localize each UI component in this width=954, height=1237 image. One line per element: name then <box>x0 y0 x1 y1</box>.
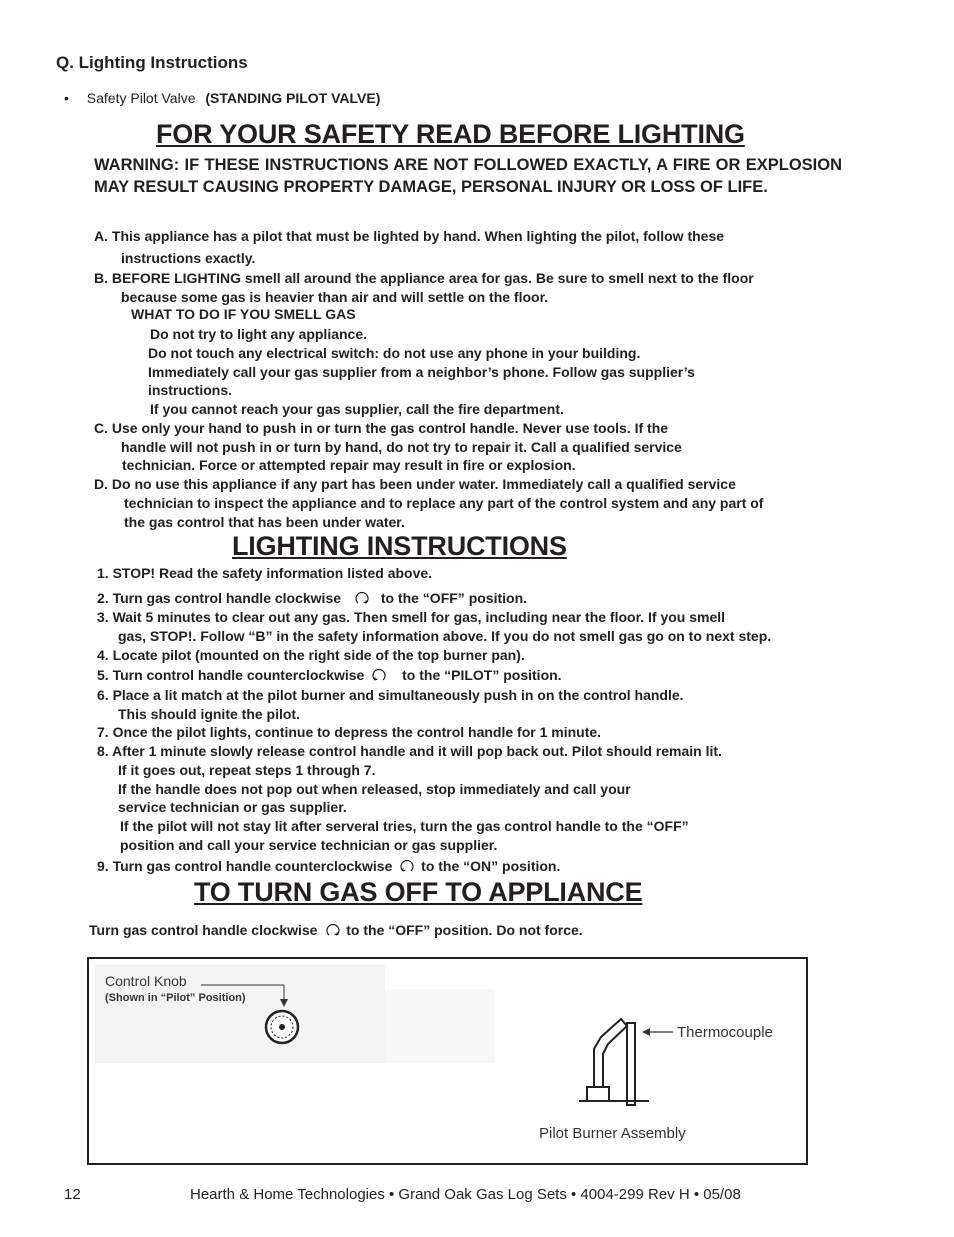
safety-line-a1: A. This appliance has a pilot that must be lighted by hand. When lighting the pilot, follow these <box>94 228 725 244</box>
safety-line-c2: handle will not push in or turn by hand, do not try to repair it. Call a qualified service <box>121 439 682 455</box>
step-8-line-5: If the pilot will not stay lit after serveral tries, turn the gas control handle to the “OFF” <box>120 818 689 834</box>
step-8-line-4: service technician or gas supplier. <box>118 799 347 815</box>
step-9 <box>97 858 560 874</box>
clockwise-arrow-icon <box>353 590 371 606</box>
step-3-line-1: 3. Wait 5 minutes to clear out any gas. Then smell for gas, including near the floor. If you smell <box>97 609 726 625</box>
step-5 <box>97 667 562 683</box>
bullet-item <box>64 90 380 106</box>
step-8-line-1: 8. After 1 minute slowly release control handle and it will pop back out. Pilot should remain lit. <box>97 743 722 759</box>
control-knob-icon <box>266 1011 298 1043</box>
smell-gas-heading: WHAT TO DO IF YOU SMELL GAS <box>131 306 356 322</box>
step-6-line-2: This should ignite the pilot. <box>118 706 300 722</box>
step-1: 1. STOP! Read the safety information listed above. <box>97 565 433 581</box>
step-8-line-6: position and call your service technician or gas supplier. <box>120 837 498 853</box>
bullet-text: Safety Pilot Valve <box>86 90 196 106</box>
bullet-symbol: • <box>64 90 69 106</box>
diagram-drawing <box>89 959 810 1167</box>
step-2 <box>97 590 527 606</box>
safety-line-c1: C. Use only your hand to push in or turn the gas control handle. Never use tools. If the <box>94 420 669 436</box>
page-number: 12 <box>64 1186 81 1203</box>
footer-text: Hearth & Home Technologies • Grand Oak Gas Log Sets • 4004-299 Rev H • 05/08 <box>190 1186 741 1203</box>
smell-gas-step-4: If you cannot reach your gas supplier, call the fire department. <box>150 401 564 417</box>
pilot-diagram <box>87 957 808 1165</box>
step-2-text: 2. Turn gas control handle clockwise <box>97 590 342 606</box>
step-6-line-1: 6. Place a lit match at the pilot burner and simultaneously push in on the control handle. <box>97 687 684 703</box>
smell-gas-step-3b: instructions. <box>148 382 233 398</box>
counterclockwise-arrow-icon <box>398 858 416 874</box>
bullet-bold-text: (STANDING PILOT VALVE) <box>205 90 381 106</box>
gas-off-title: TO TURN GAS OFF TO APPLIANCE <box>194 877 643 907</box>
step-9-text-end: to the “ON” position. <box>421 858 561 874</box>
step-5-text: 5. Turn control handle counterclockwise <box>97 667 365 683</box>
section-heading: Q. Lighting Instructions <box>56 53 248 72</box>
safety-title: FOR YOUR SAFETY READ BEFORE LIGHTING <box>156 119 745 149</box>
clockwise-arrow-icon <box>324 922 342 938</box>
smell-gas-step-3: Immediately call your gas supplier from a neighbor’s phone. Follow gas supplier’s <box>148 364 695 380</box>
step-9-text: 9. Turn gas control handle counterclockwise <box>97 858 393 874</box>
safety-line-d2: technician to inspect the appliance and to replace any part of the control system and any part of <box>124 495 764 511</box>
step-4: 4. Locate pilot (mounted on the right side of the top burner pan). <box>97 647 525 663</box>
thermocouple-label: Thermocouple <box>677 1024 773 1041</box>
safety-line-d3: the gas control that has been under water. <box>124 514 405 530</box>
step-8-line-3: If the handle does not pop out when released, stop immediately and call your <box>118 781 631 797</box>
step-3-line-2: gas, STOP!. Follow “B” in the safety information above. If you do not smell gas go on to next step. <box>118 628 772 644</box>
smell-gas-step-2: Do not touch any electrical switch: do not use any phone in your building. <box>148 345 641 361</box>
warning-text: WARNING: IF THESE INSTRUCTIONS ARE NOT FOLLOWED EXACTLY, A FIRE OR EXPLOSION MAY RESULT CAUSING PROPERTY DAMAGE, PERSONAL INJURY OR LOSS OF LIFE. <box>94 156 842 196</box>
gas-off-text <box>89 922 583 938</box>
safety-line-d1: D. Do no use this appliance if any part has been under water. Immediately call a qualified service <box>94 476 736 492</box>
step-5-text-end: to the “PILOT” position. <box>402 667 562 683</box>
safety-line-a2: instructions exactly. <box>121 250 256 266</box>
step-7: 7. Once the pilot lights, continue to depress the control handle for 1 minute. <box>97 724 602 740</box>
gas-off-text-end: to the “OFF” position. Do not force. <box>346 922 583 938</box>
pilot-burner-icon <box>579 1019 649 1105</box>
gas-off-text-start: Turn gas control handle clockwise <box>89 922 318 938</box>
smell-gas-step-1: Do not try to light any appliance. <box>150 326 368 342</box>
safety-line-b2: because some gas is heavier than air and will settle on the floor. <box>121 289 549 305</box>
counterclockwise-arrow-icon <box>370 667 388 683</box>
lighting-title: LIGHTING INSTRUCTIONS <box>232 531 567 561</box>
step-8-line-2: If it goes out, repeat steps 1 through 7. <box>118 762 376 778</box>
control-knob-sublabel: (Shown in “Pilot” Position) <box>105 992 246 1004</box>
pilot-burner-assembly-label: Pilot Burner Assembly <box>539 1125 686 1142</box>
step-2-text-end: to the “OFF” position. <box>380 590 528 606</box>
safety-line-b1: B. BEFORE LIGHTING smell all around the appliance area for gas. Be sure to smell next to the floor <box>94 270 754 286</box>
control-knob-label: Control Knob <box>105 973 187 989</box>
safety-line-c3: technician. Force or attempted repair may result in fire or explosion. <box>122 457 576 473</box>
